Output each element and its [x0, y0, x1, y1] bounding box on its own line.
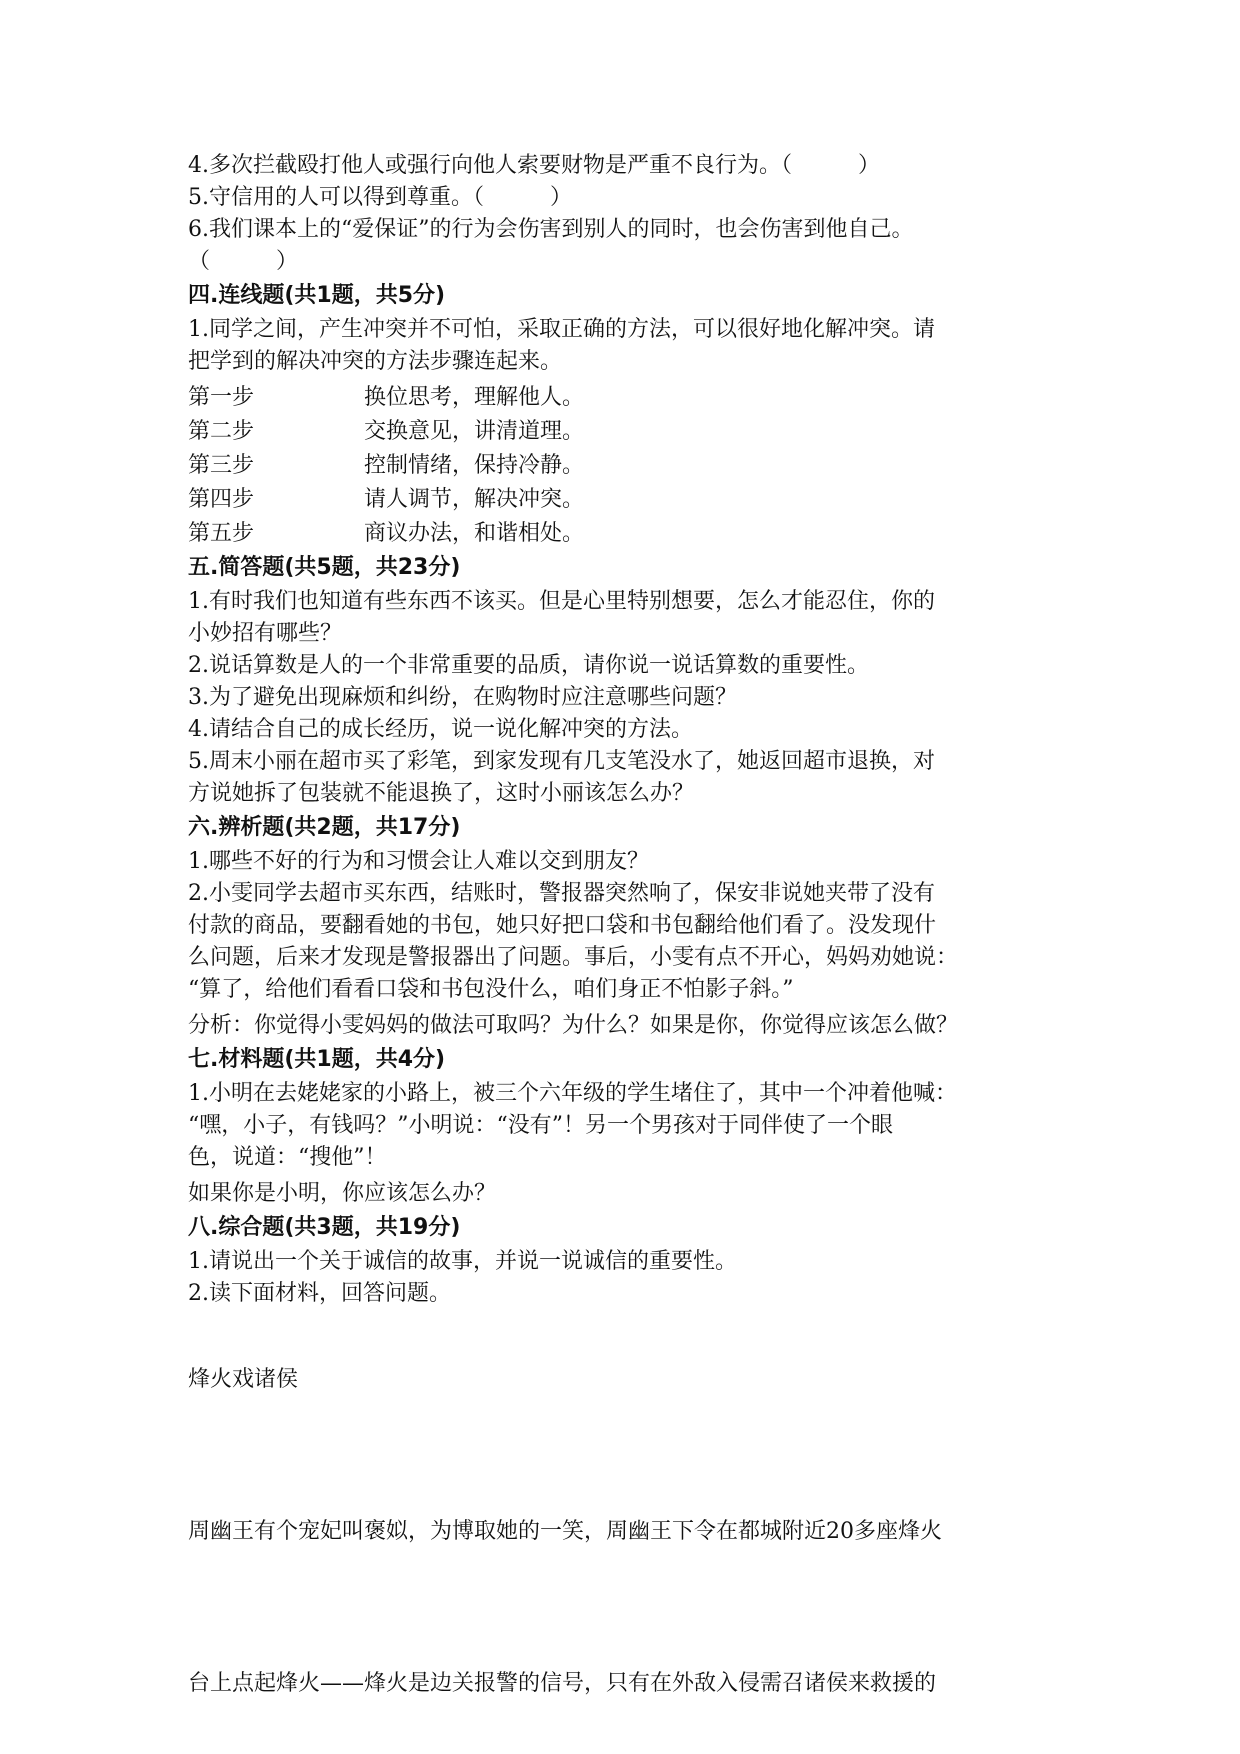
matching-action: 请人调节，解决冲突。	[364, 487, 585, 512]
question-line: 如果你是小明，你应该怎么办？	[188, 1181, 497, 1206]
question-line: 把学到的解决冲突的方法步骤连起来。	[188, 349, 563, 374]
matching-step: 第一步	[188, 385, 255, 410]
section-7-heading: 七.材料题(共1题，共4分)	[188, 1047, 446, 1072]
matching-action: 交换意见，讲清道理。	[364, 419, 585, 444]
question-line: 小妙招有哪些？	[188, 621, 343, 646]
story-title: 烽火戏诸侯	[188, 1367, 299, 1392]
question-line: 4.请结合自己的成长经历，说一说化解冲突的方法。	[188, 717, 693, 742]
matching-step: 第五步	[188, 521, 255, 546]
question-line: 方说她拆了包装就不能退换了，这时小丽该怎么办？	[188, 781, 695, 806]
question-line: 分析：你觉得小雯妈妈的做法可取吗？为什么？如果是你，你觉得应该怎么做？	[188, 1013, 959, 1038]
question-line: 1.有时我们也知道有些东西不该买。但是心里特别想要，怎么才能忍住，你的	[188, 589, 935, 614]
section-5-heading: 五.简答题(共5题，共23分)	[188, 555, 461, 580]
question-line: 1.同学之间，产生冲突并不可怕，采取正确的方法，可以很好地化解冲突。请	[188, 317, 935, 342]
question-line: 3.为了避免出现麻烦和纠纷，在购物时应注意哪些问题？	[188, 685, 737, 710]
question-line: “算了，给他们看看口袋和书包没什么，咱们身正不怕影子斜。”	[188, 977, 794, 1002]
question-line: 2.小雯同学去超市买东西，结账时，警报器突然响了，保安非说她夹带了没有	[188, 881, 935, 906]
question-line: 1.小明在去姥姥家的小路上，被三个六年级的学生堵住了，其中一个冲着他喊：	[188, 1081, 957, 1106]
question-line: 色，说道：“搜他”！	[188, 1145, 387, 1170]
story-line: 周幽王有个宠妃叫褒姒，为博取她的一笑，周幽王下令在都城附近20多座烽火	[188, 1519, 942, 1544]
question-line: 5.周末小丽在超市买了彩笔，到家发现有几支笔没水了，她返回超市退换，对	[188, 749, 935, 774]
matching-action: 控制情绪，保持冷静。	[364, 453, 585, 478]
matching-action: 换位思考，理解他人。	[364, 385, 585, 410]
judgement-item-6-blank: （ ）	[188, 249, 299, 274]
section-6-heading: 六.辨析题(共2题，共17分)	[188, 815, 461, 840]
judgement-item-6: 6.我们课本上的“爱保证”的行为会伤害到别人的同时，也会伤害到他自己。	[188, 217, 914, 242]
question-line: “嘿，小子，有钱吗？”小明说：“没有”！另一个男孩对于同伴使了一个眼	[188, 1113, 893, 1138]
judgement-item-5: 5.守信用的人可以得到尊重。（ ）	[188, 185, 572, 210]
matching-action: 商议办法，和谐相处。	[364, 521, 585, 546]
matching-step: 第三步	[188, 453, 255, 478]
question-line: 么问题，后来才发现是警报器出了问题。事后，小雯有点不开心，妈妈劝她说：	[188, 945, 959, 970]
story-line: 台上点起烽火——烽火是边关报警的信号，只有在外敌入侵需召诸侯来救援的	[188, 1671, 937, 1696]
question-line: 1.哪些不好的行为和习惯会让人难以交到朋友？	[188, 849, 649, 874]
section-8-heading: 八.综合题(共3题，共19分)	[188, 1215, 461, 1240]
matching-step: 第二步	[188, 419, 255, 444]
question-line: 2.说话算数是人的一个非常重要的品质，请你说一说话算数的重要性。	[188, 653, 869, 678]
question-line: 付款的商品，要翻看她的书包，她只好把口袋和书包翻给他们看了。没发现什	[188, 913, 937, 938]
question-line: 2.读下面材料，回答问题。	[188, 1281, 451, 1306]
question-line: 1.请说出一个关于诚信的故事，并说一说诚信的重要性。	[188, 1249, 737, 1274]
section-4-heading: 四.连线题(共1题，共5分)	[188, 283, 446, 308]
judgement-item-4: 4.多次拦截殴打他人或强行向他人索要财物是严重不良行为。（ ）	[188, 153, 880, 178]
matching-step: 第四步	[188, 487, 255, 512]
